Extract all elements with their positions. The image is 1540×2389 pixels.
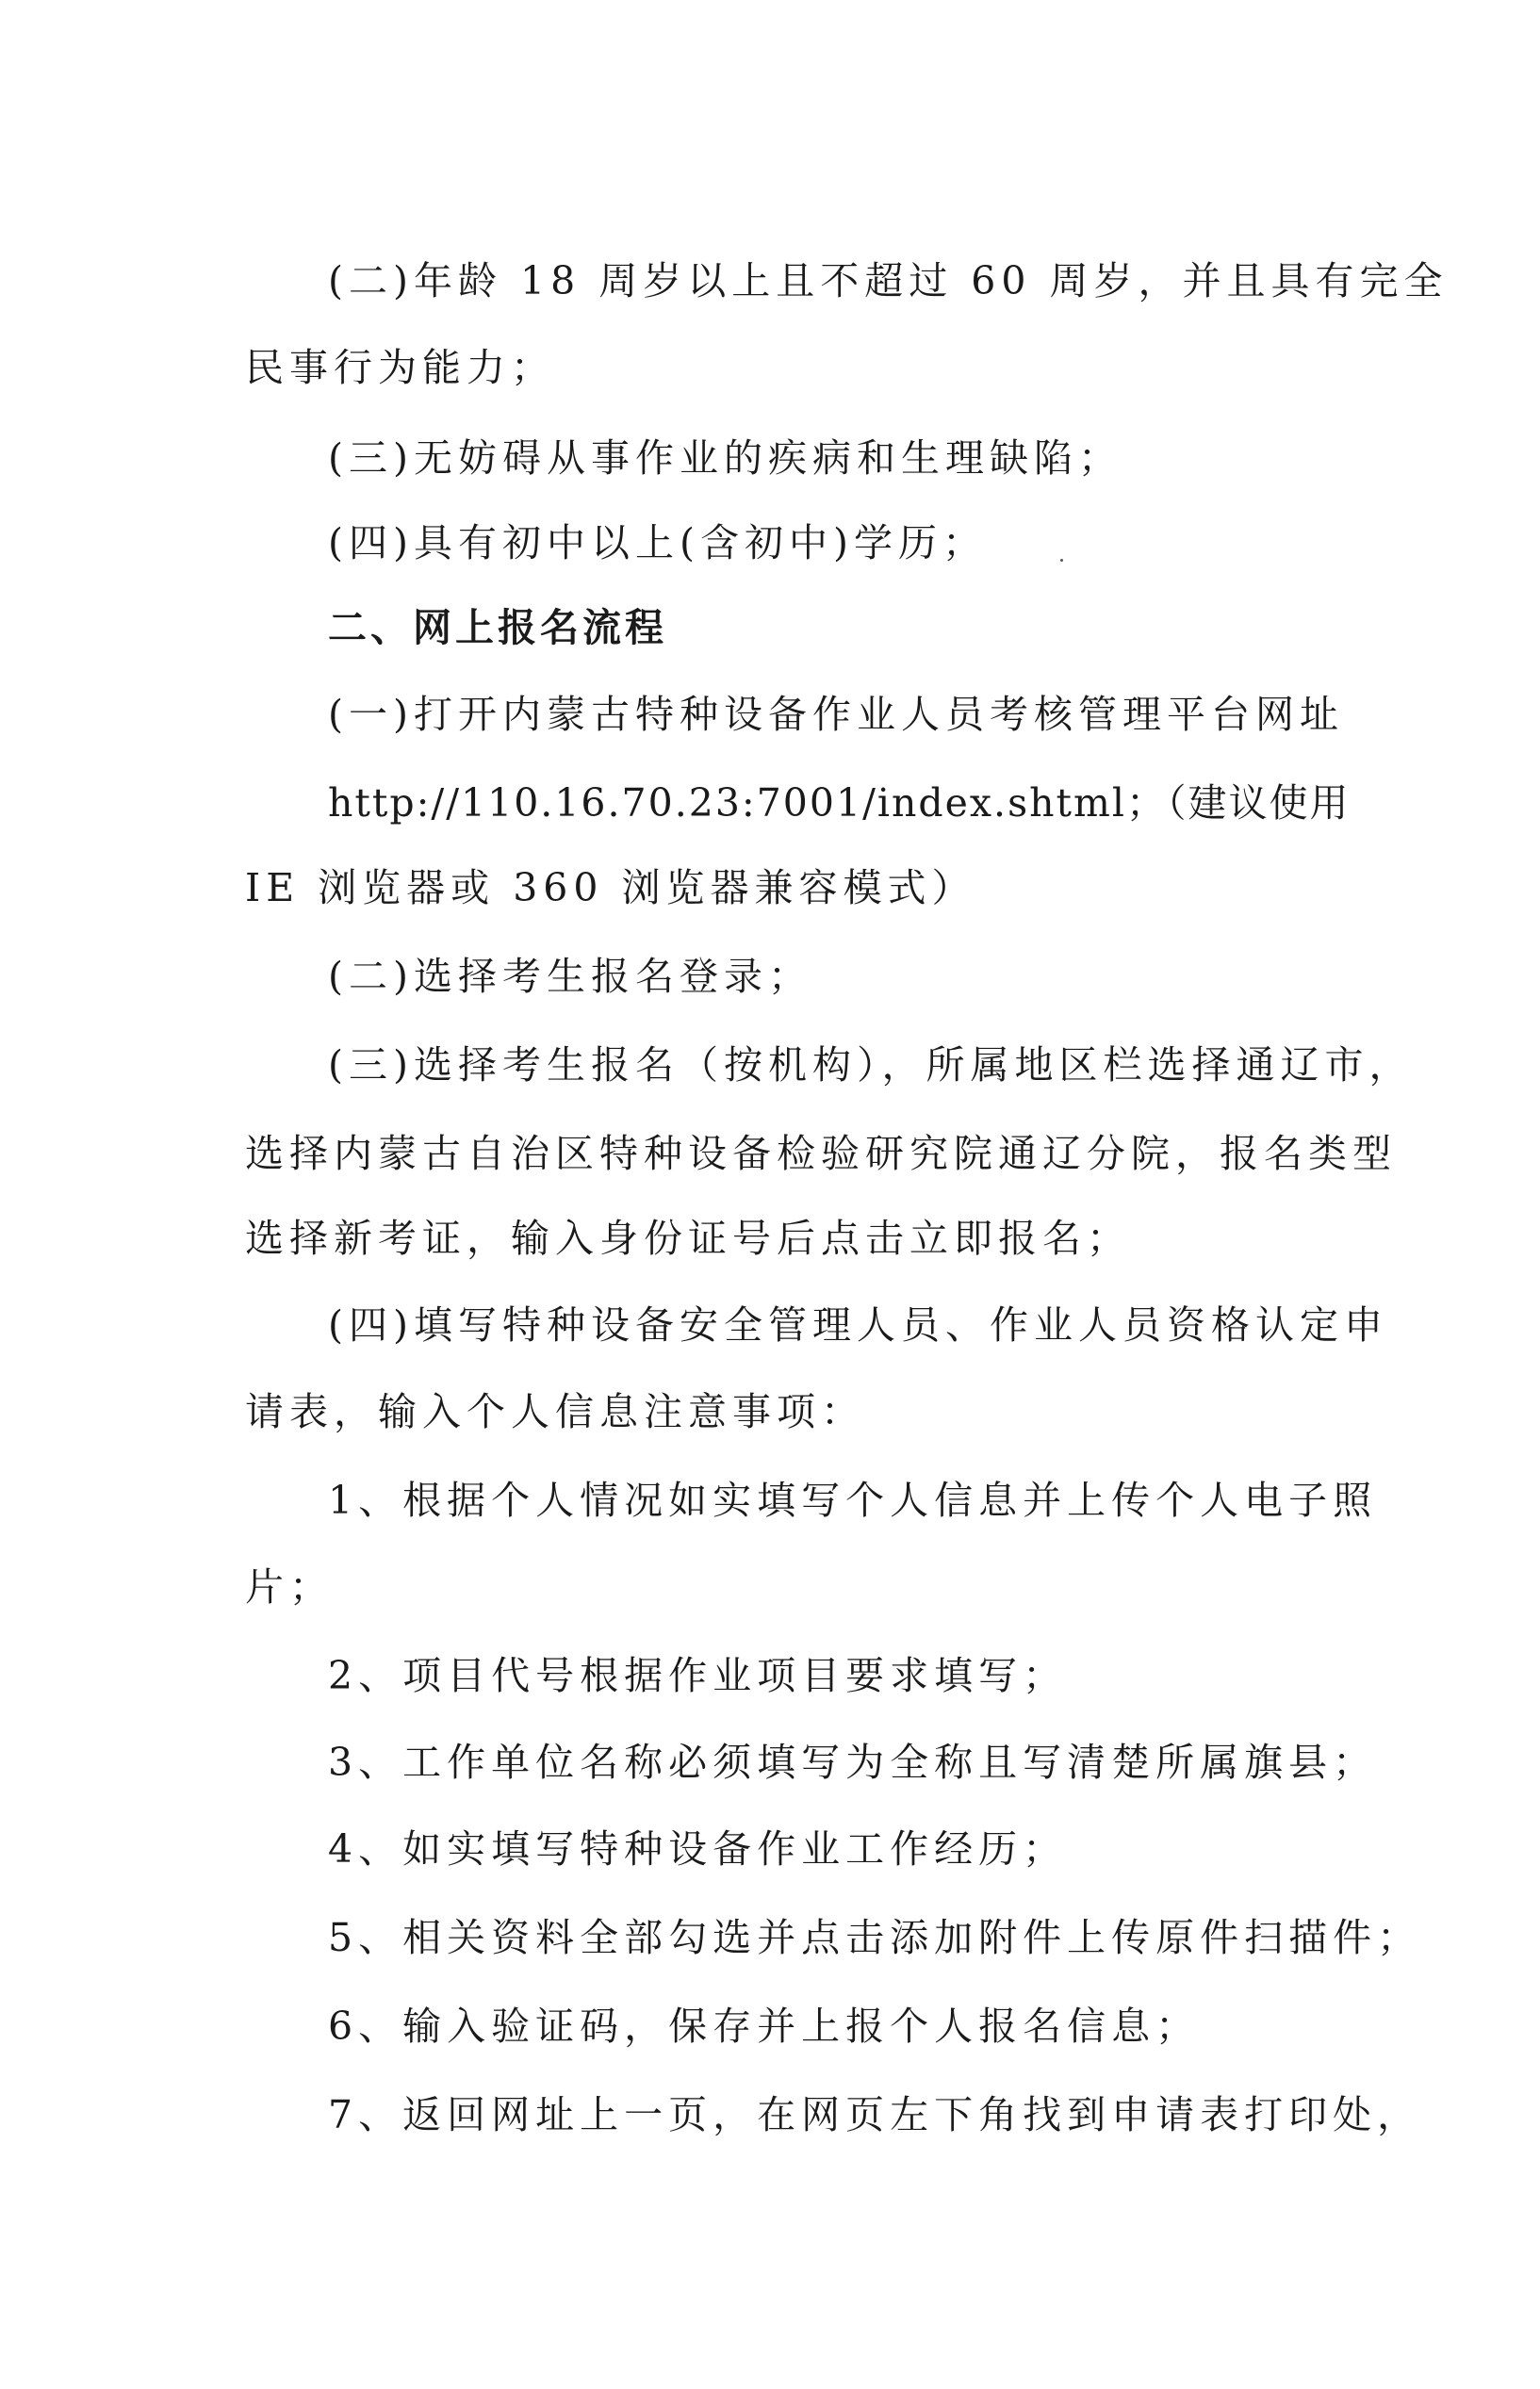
paragraph-line: 民事行为能力； [245, 345, 555, 390]
list-item: 3、工作单位名称必须填写为全称且写清楚所属旗县； [328, 1740, 1378, 1785]
list-item: 6、输入验证码，保存并上报个人报名信息； [328, 2004, 1201, 2049]
paragraph-line: 选择内蒙古自治区特种设备检验研究院通辽分院，报名类型 [245, 1131, 1397, 1176]
paragraph-line: (四)具有初中以上(含初中)学历； [328, 520, 987, 565]
paragraph-line: (二)选择考生报名登录； [328, 954, 812, 999]
paragraph-line: 请表，输入个人信息注意事项： [245, 1389, 865, 1434]
list-item: 1、根据个人情况如实填写个人信息并上传个人电子照 [328, 1478, 1378, 1523]
section-heading: 二、网上报名流程 [328, 605, 667, 650]
list-item: 2、项目代号根据作业项目要求填写； [328, 1653, 1068, 1698]
url-line: http://110.16.70.23:7001/index.shtml；（建议使用 [328, 780, 1351, 826]
list-item: 7、返回网址上一页，在网页左下角找到申请表打印处， [328, 2092, 1422, 2137]
paragraph-line: (二)年龄 18 周岁以上且不超过 60 周岁，并且具有完全 [328, 258, 1449, 303]
list-item: 4、如实填写特种设备作业工作经历； [328, 1826, 1068, 1872]
paragraph-line: IE 浏览器或 360 浏览器兼容模式） [245, 865, 976, 910]
paragraph-line: 选择新考证，输入身份证号后点击立即报名； [245, 1216, 1131, 1261]
list-item-continuation: 片； [245, 1564, 334, 1610]
list-item: 5、相关资料全部勾选并点击添加附件上传原件扫描件； [328, 1915, 1422, 1960]
paragraph-line: (一)打开内蒙古特种设备作业人员考核管理平台网址 [328, 692, 1344, 737]
paragraph-line: (三)无妨碍从事作业的疾病和生理缺陷； [328, 435, 1122, 481]
scan-speck [1060, 559, 1063, 562]
paragraph-line: (三)选择考生报名（按机构），所属地区栏选择通辽市， [328, 1042, 1414, 1088]
paragraph-line: (四)填写特种设备安全管理人员、作业人员资格认定申 [328, 1302, 1388, 1348]
